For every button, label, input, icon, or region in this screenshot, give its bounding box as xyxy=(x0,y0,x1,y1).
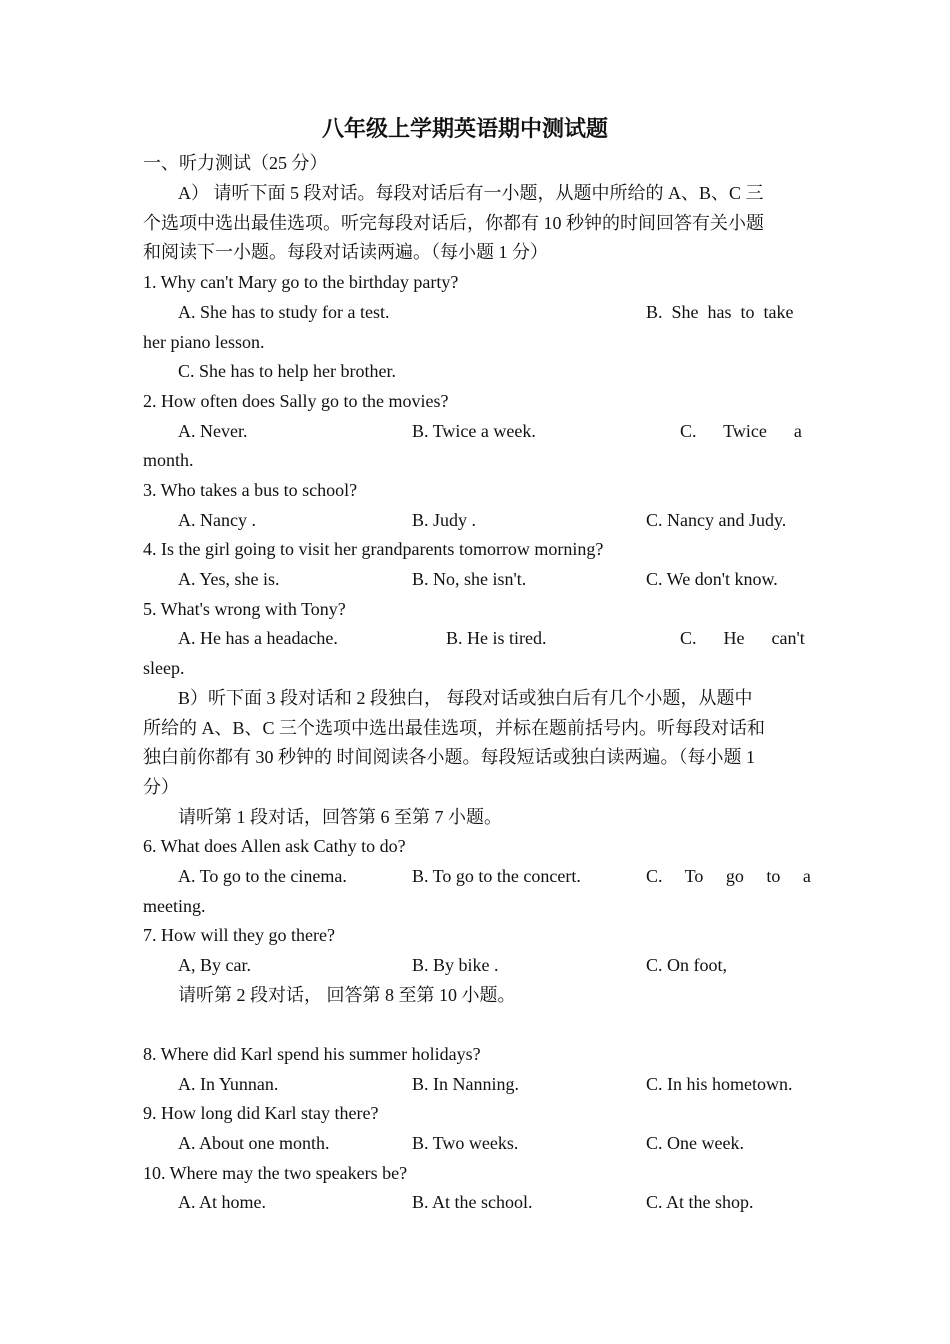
question-6: 6. What does Allen ask Cathy to do? xyxy=(143,836,406,856)
question-8: 8. Where did Karl spend his summer holidays? xyxy=(143,1044,481,1064)
part-b-instruction-line: B）听下面 3 段对话和 2 段独白， 每段对话或独白后有几个小题，从题中 xyxy=(178,688,753,708)
q7-option-b: B. By bike . xyxy=(412,955,499,975)
q10-option-a: A. At home. xyxy=(178,1192,266,1212)
q4-option-a: A. Yes, she is. xyxy=(178,569,280,589)
q6-option-a: A. To go to the cinema. xyxy=(178,866,347,886)
question-5: 5. What's wrong with Tony? xyxy=(143,599,346,619)
q4-option-c: C. We don't know. xyxy=(646,569,778,589)
q5-option-b: B. He is tired. xyxy=(446,628,547,648)
q2-option-b: B. Twice a week. xyxy=(412,421,536,441)
q9-option-a: A. About one month. xyxy=(178,1133,330,1153)
part-b-instruction-line: 独白前你都有 30 秒钟的 时间阅读各小题。每段短话或独白读两遍。（每小题 1 xyxy=(143,747,755,767)
q3-option-b: B. Judy . xyxy=(412,510,477,530)
q6-option-b: B. To go to the concert. xyxy=(412,866,581,886)
q8-option-a: A. In Yunnan. xyxy=(178,1074,279,1094)
q2-option-a: A. Never. xyxy=(178,421,248,441)
question-9: 9. How long did Karl stay there? xyxy=(143,1103,379,1123)
q9-option-c: C. One week. xyxy=(646,1133,744,1153)
question-7: 7. How will they go there? xyxy=(143,925,335,945)
q9-option-b: B. Two weeks. xyxy=(412,1133,519,1153)
q2-option-c-continued: month. xyxy=(143,450,194,470)
q7-option-c: C. On foot, xyxy=(646,955,727,975)
q2-option-c: C. Twice a xyxy=(680,421,802,441)
question-4: 4. Is the girl going to visit her grandparents tomorrow morning? xyxy=(143,539,604,559)
q10-option-c: C. At the shop. xyxy=(646,1192,754,1212)
question-3: 3. Who takes a bus to school? xyxy=(143,480,358,500)
q1-option-b-continued: her piano lesson. xyxy=(143,332,265,352)
q1-option-b: B. She has to take xyxy=(646,302,794,322)
section-heading: 一、听力测试（25 分） xyxy=(143,153,328,173)
q4-option-b: B. No, she isn't. xyxy=(412,569,527,589)
dialog-1-instruction: 请听第 1 段对话，回答第 6 至第 7 小题。 xyxy=(178,807,502,827)
q7-option-a: A, By car. xyxy=(178,955,251,975)
q6-option-c: C. To go to a xyxy=(646,866,811,886)
q5-option-a: A. He has a headache. xyxy=(178,628,338,648)
question-10: 10. Where may the two speakers be? xyxy=(143,1163,408,1183)
part-a-instruction-line: 个选项中选出最佳选项。听完每段对话后，你都有 10 秒钟的时间回答有关小题 xyxy=(143,213,764,233)
question-1: 1. Why can't Mary go to the birthday party? xyxy=(143,272,459,292)
q10-option-b: B. At the school. xyxy=(412,1192,533,1212)
part-a-instruction-line: A） 请听下面 5 段对话。每段对话后有一小题，从题中所给的 A、B、C 三 xyxy=(178,183,764,203)
q5-option-c-continued: sleep. xyxy=(143,658,185,678)
dialog-2-instruction: 请听第 2 段对话， 回答第 8 至第 10 小题。 xyxy=(178,985,516,1005)
question-2: 2. How often does Sally go to the movies? xyxy=(143,391,449,411)
part-b-instruction-line: 所给的 A、B、C 三个选项中选出最佳选项，并标在题前括号内。听每段对话和 xyxy=(143,718,766,738)
q8-option-c: C. In his hometown. xyxy=(646,1074,793,1094)
part-b-instruction-line: 分） xyxy=(143,777,179,797)
q3-option-a: A. Nancy . xyxy=(178,510,256,530)
page-title: 八年级上学期英语期中测试题 xyxy=(322,116,609,141)
part-a-instruction-line: 和阅读下一小题。每段对话读两遍。（每小题 1 分） xyxy=(143,242,548,262)
q8-option-b: B. In Nanning. xyxy=(412,1074,519,1094)
q1-option-a: A. She has to study for a test. xyxy=(178,302,390,322)
q6-option-c-continued: meeting. xyxy=(143,896,206,916)
q3-option-c: C. Nancy and Judy. xyxy=(646,510,787,530)
q5-option-c: C. He can't xyxy=(680,628,805,648)
q1-option-c: C. She has to help her brother. xyxy=(178,361,396,381)
